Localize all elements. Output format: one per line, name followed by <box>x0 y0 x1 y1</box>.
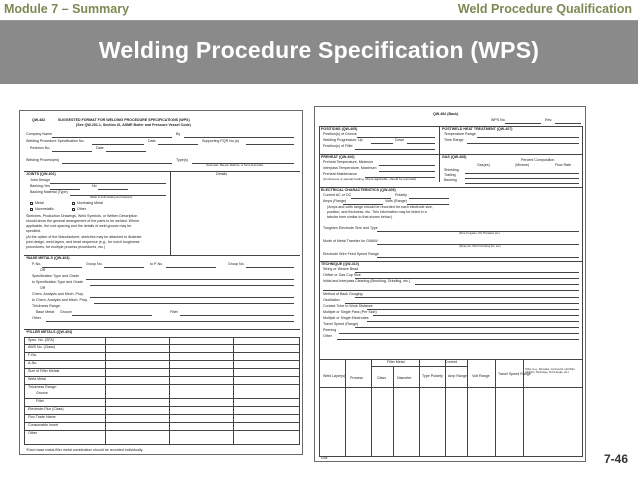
tungsten-label: Tungsten Electrode Size and Type <box>323 226 378 230</box>
table-row <box>24 422 300 423</box>
to-spec-type-grade-label: to Specification Type and Grade <box>32 280 84 284</box>
to-group-no-field[interactable] <box>246 267 294 268</box>
technique-field[interactable] <box>373 315 579 316</box>
table-row <box>24 376 300 377</box>
preheat-temp-field[interactable] <box>379 165 435 166</box>
volts-range-label: Volts (Range) <box>385 199 407 203</box>
position-groove-label: Position(s) of Groove <box>323 132 357 136</box>
table-col-divider <box>445 359 446 457</box>
preheat-note: (Continuous or special heating, where applicable, should be recorded) <box>323 177 417 181</box>
technique-row-label: Initial and Interpass Cleaning (Brushing, Grinding, etc.) <box>323 279 411 283</box>
base-other-label: Other <box>32 316 41 320</box>
revision-no-label: Revision No. <box>30 146 51 150</box>
table-row <box>24 344 300 345</box>
table-row <box>24 430 300 431</box>
filler-row-label: F-No. <box>28 353 37 357</box>
table-row <box>24 352 300 353</box>
sketches-text-3: applicable, the root spacing and the details of weld groove may be <box>26 224 132 228</box>
position-fillet-label: Position(s) of Fillet <box>323 144 353 148</box>
chem-analysis-field[interactable] <box>90 297 294 298</box>
date-field[interactable] <box>158 144 198 145</box>
col-travel-speed: Travel Speed Range <box>498 372 531 376</box>
slide-title: Welding Procedure Specification (WPS) <box>98 37 540 63</box>
company-name-label: Company Name <box>26 132 52 136</box>
details-divider <box>170 171 171 255</box>
to-group-no-label: Group No. <box>228 262 245 266</box>
polarity-label: Polarity <box>395 193 407 197</box>
types-label: Type(s) <box>176 158 188 162</box>
to-chem-analysis-field[interactable] <box>94 303 294 304</box>
company-name-field[interactable] <box>52 137 172 138</box>
form-footer: 11/98 <box>321 457 328 460</box>
col-process: Process <box>350 376 363 380</box>
filler-row-label: Thickness Range: <box>28 385 57 389</box>
table-col-divider <box>169 338 170 444</box>
electrical-note-1: (Amps and volts range should be recorded for each electrode size, <box>327 205 433 209</box>
gas-row-shielding: Shielding <box>444 168 459 172</box>
table-row <box>24 368 300 369</box>
table-col-divider <box>495 359 496 457</box>
table-row <box>24 406 300 407</box>
section-label: Weld Procedure Qualification <box>457 2 632 16</box>
filler-row-label: Fillet <box>36 399 44 403</box>
progression-down-field[interactable] <box>407 143 435 144</box>
technique-row-label: Peening <box>323 328 337 332</box>
technique-row-label: Multiple or Single Electrodes <box>323 316 369 320</box>
col-type-polarity: Type Polarity <box>422 374 443 378</box>
position-fillet-field[interactable] <box>355 149 435 150</box>
welding-process-field[interactable] <box>62 163 172 164</box>
technique-row-label: Contact Tube to Work Distance <box>323 304 373 308</box>
footnote: *Each base metal-filler metal combination should be recorded individually. <box>26 448 144 452</box>
tungsten-note: (Pure Tungsten, 2% Thoriated, etc.) <box>459 232 501 235</box>
backing-yes: Yes <box>44 184 50 188</box>
thickness-range-label: Thickness Range: <box>32 304 61 308</box>
col-amp-range: Amp Range <box>448 374 467 378</box>
form-title-line2: (See QW-201.1, Section IX, ASME Boiler and Pressure Vessel Code) <box>76 123 191 127</box>
sketches-text-1: Sketches, Production Drawings, Weld Symbols, or Written Description <box>26 214 138 218</box>
gas-row-backing: Backing <box>444 178 457 182</box>
base-metal-label: Base Metal: <box>36 310 55 314</box>
gas-col-mixture: (Mixture) <box>515 163 530 167</box>
sketches-text-4: specified. <box>26 229 42 233</box>
chem-analysis-label: Chem. Analysis and Mech. Prop. <box>32 292 85 296</box>
or-label-1: OR <box>40 268 46 272</box>
nonfusing-label: Nonfusing Metal <box>77 201 103 205</box>
table-col-divider <box>467 359 468 457</box>
temperature-range-label: Temperature Range <box>444 132 476 136</box>
filler-row-label: Spec. No. (SFA) <box>28 338 54 342</box>
percent-composition-label: Percent Composition <box>521 158 555 162</box>
by-label: By <box>176 132 181 136</box>
filler-row-label: Other <box>28 431 37 435</box>
joint-design-field[interactable] <box>50 183 166 184</box>
trailing-field[interactable] <box>465 178 579 179</box>
back-rev-label: Rev. <box>545 118 553 122</box>
metal-transfer-note: (Spray arc, Short Circuiting Arc, etc.) <box>459 245 502 248</box>
table-row <box>24 414 300 415</box>
table-row <box>24 384 300 385</box>
types-note: (Automatic, Manual, Machine, or Semi-Automatic) <box>206 164 264 167</box>
gas-col-gases: Gas(es) <box>477 163 490 167</box>
backing-note: (Refer to both backing and retainers) <box>90 196 133 199</box>
pwht-heading: POSTWELD HEAT TREATMENT (QW-407) <box>442 127 513 131</box>
backing-no-field[interactable] <box>98 189 128 190</box>
technique-row-label: Orifice or Gas Cup Size <box>323 273 361 277</box>
table-row <box>24 360 300 361</box>
technique-field[interactable] <box>367 309 579 310</box>
filler-row-label: Weld Metal <box>28 377 46 381</box>
revision-no-field[interactable] <box>52 151 92 152</box>
technique-row-label: Multiple or Single Pass (Per Side) <box>323 310 377 314</box>
preheat-heading: PREHEAT (QW-406) <box>321 155 355 159</box>
electrical-heading: ELECTRICAL CHARACTERISTICS (QW-409) <box>321 188 396 192</box>
technique-row-label: Other <box>323 334 332 338</box>
down-label: Down <box>395 138 405 142</box>
filler-row-label: A-No. <box>28 361 38 365</box>
current-label: Current AC or DC <box>323 193 352 197</box>
technique-row-label: Method of Back Gouging <box>323 292 363 296</box>
backing-no: No <box>92 184 97 188</box>
filler-metal-group: Filler Metal <box>387 360 405 364</box>
nonmetallic-checkbox[interactable] <box>30 208 33 211</box>
metal-checkbox[interactable] <box>30 202 33 205</box>
welding-progression-label: Welding Progression: Up <box>323 138 363 142</box>
p-no-field[interactable] <box>42 267 82 268</box>
filler-metals-heading: *FILLER METALS (QW-404) <box>26 330 73 334</box>
base-metals-heading: *BASE METALS (QW-403) <box>26 256 70 260</box>
electrical-note-3: tabular form similar to that shown below.) <box>327 215 393 219</box>
form-title-line1: SUGGESTED FORMAT FOR WELDING PROCEDURE SPECIFICATIONS (WPS) <box>58 118 190 122</box>
technique-field[interactable] <box>415 284 579 285</box>
table-col-divider <box>419 359 420 457</box>
backing-field[interactable] <box>465 183 579 184</box>
sketches-text-2: should show the general arrangement of the parts to be welded. Where <box>26 219 140 223</box>
revision-date-label: Date <box>96 146 104 150</box>
p-no-label: P-No. <box>32 262 42 266</box>
filler-row-label: Size of Filler Metals <box>28 369 60 373</box>
preheat-maintenance-label: Preheat Maintenance <box>323 172 358 176</box>
gas-col-flow-rate: Flow Rate <box>555 163 572 167</box>
spec-type-grade-label: Specification Type and Grade <box>32 274 80 278</box>
filler-row-label: Electrode-Flux (Class) <box>28 407 64 411</box>
slide-header <box>0 0 638 20</box>
technique-field[interactable] <box>355 297 579 298</box>
col-other: Other (e.g., Remarks, Comments, Hot Wire Addition, Technique, Torch Angle, etc.) <box>525 368 575 374</box>
base-groove-field[interactable] <box>72 315 152 316</box>
technique-row-label: Travel Speed (Range) <box>323 322 359 326</box>
revision-date-field[interactable] <box>106 151 146 152</box>
interpass-temp-label: Interpass Temperature, Maximum <box>323 166 377 170</box>
table-col-divider <box>105 338 106 444</box>
details-label: Details <box>216 172 227 176</box>
to-p-no-label: to P-No. <box>150 262 164 266</box>
module-label: Module 7 – Summary <box>4 2 130 16</box>
supporting-pqr-label: Supporting PQR No.(s) <box>202 139 239 143</box>
table-header-bottom <box>319 387 583 388</box>
technique-field[interactable] <box>345 303 579 304</box>
positions-heading: POSITIONS (QW-405) <box>321 127 358 131</box>
table-col-divider <box>233 338 234 444</box>
spec-type-grade-field[interactable] <box>86 279 294 280</box>
date-label: Date <box>148 139 156 143</box>
title-banner <box>0 20 638 84</box>
joints-heading: JOINTS (QW-402) <box>26 172 56 176</box>
table-col-divider <box>393 366 394 457</box>
technique-field[interactable] <box>355 272 579 273</box>
technique-heading: TECHNIQUE (QW-410) <box>321 262 359 266</box>
technique-field[interactable] <box>323 290 579 291</box>
sketches-text-7: procedures, for multiple process procedures, etc.) <box>26 245 106 249</box>
filler-row-label: Groove <box>36 391 48 395</box>
nonmetallic-label: Nonmetallic <box>35 207 54 211</box>
wps-no-label: Welding Procedure Specification No. <box>26 139 85 143</box>
backing-material-label: Backing Material (Type) <box>30 190 68 194</box>
wps-form-front <box>19 110 303 455</box>
base-other-field[interactable] <box>46 321 294 322</box>
nonfusing-checkbox[interactable] <box>72 202 75 205</box>
sketches-text-6: joint design, weld layers, and bead sequence (e.g., for notch toughness <box>26 240 140 244</box>
wps-form-back <box>314 106 586 462</box>
gas-row-trailing: Trailing <box>444 173 456 177</box>
amps-range-label: Amps (Range) <box>323 199 347 203</box>
time-range-field[interactable] <box>467 143 579 144</box>
wps-no-field[interactable] <box>92 144 144 145</box>
backing-label: Backing: <box>30 184 44 188</box>
form-back-code: QW-482 (Back) <box>433 112 459 116</box>
group-no-label: Group No. <box>86 262 103 266</box>
time-range-label: Time Range <box>444 138 464 142</box>
shielding-field[interactable] <box>465 173 579 174</box>
technique-row-label: String or Weave Bead <box>323 267 359 271</box>
progression-up-field[interactable] <box>371 143 393 144</box>
base-groove-label: Groove <box>60 310 72 314</box>
back-rev-field[interactable] <box>555 123 581 124</box>
metal-label: Metal <box>35 201 44 205</box>
polarity-field[interactable] <box>409 198 449 199</box>
electrical-note-2: position, and thickness, etc. This information may be listed in a <box>327 210 427 214</box>
base-fillet-label: Fillet <box>170 310 178 314</box>
technique-field[interactable] <box>367 321 579 322</box>
technique-field[interactable] <box>339 333 579 334</box>
divider <box>24 171 300 172</box>
sketches-text-5: (At the option of the Manufacturer, sketches may be attached to illustrate <box>26 235 142 239</box>
gas-heading: GAS (QW-408) <box>442 155 467 159</box>
wire-feed-field[interactable] <box>377 257 579 258</box>
filler-row-label: Consumable Insert <box>28 423 59 427</box>
form-code: QW-482 <box>32 118 46 122</box>
temperature-range-field[interactable] <box>477 137 579 138</box>
preheat-temp-label: Preheat Temperature, Minimum <box>323 160 374 164</box>
table-col-divider <box>371 359 372 457</box>
col-class: Class <box>377 376 386 380</box>
or-label-2: OR <box>40 286 46 290</box>
other-checkbox[interactable] <box>72 208 75 211</box>
back-wps-no-label: WPS No. <box>491 118 506 122</box>
col-volt-range: Volt Range <box>472 374 490 378</box>
col-diameter: Diameter <box>397 376 412 380</box>
supporting-pqr-field[interactable] <box>246 144 294 145</box>
table-col-divider <box>345 359 346 457</box>
joint-design-label: Joint Design <box>30 178 50 182</box>
back-wps-no-field[interactable] <box>505 123 541 124</box>
to-chem-analysis-label: to Chem. Analysis and Mech. Prop. <box>32 298 89 302</box>
technique-field[interactable] <box>355 327 579 328</box>
current-group: Current <box>445 360 457 364</box>
technique-field[interactable] <box>337 339 579 340</box>
slide-number: 7-46 <box>603 452 628 466</box>
col-weld-layers: Weld Layer(s) <box>323 374 346 378</box>
to-spec-type-grade-field[interactable] <box>90 285 294 286</box>
table-row <box>24 398 300 399</box>
technique-row-label: Oscillation <box>323 298 340 302</box>
other-label: Other <box>77 207 86 211</box>
by-field[interactable] <box>184 137 294 138</box>
to-p-no-field[interactable] <box>166 267 216 268</box>
base-fillet-field[interactable] <box>180 315 294 316</box>
group-no-field[interactable] <box>104 267 144 268</box>
filler-row-label: Flux Trade Name <box>28 415 56 419</box>
metal-transfer-label: Mode of Metal Transfer for GMAW <box>323 239 378 243</box>
wire-feed-label: Electrode Wire Feed Speed Range <box>323 252 379 256</box>
filler-row-label: AWS No. (Class) <box>28 345 56 349</box>
interpass-temp-field[interactable] <box>379 171 435 172</box>
filler-metals-table <box>24 337 300 445</box>
welding-process-label: Welding Process(es) <box>26 158 60 162</box>
